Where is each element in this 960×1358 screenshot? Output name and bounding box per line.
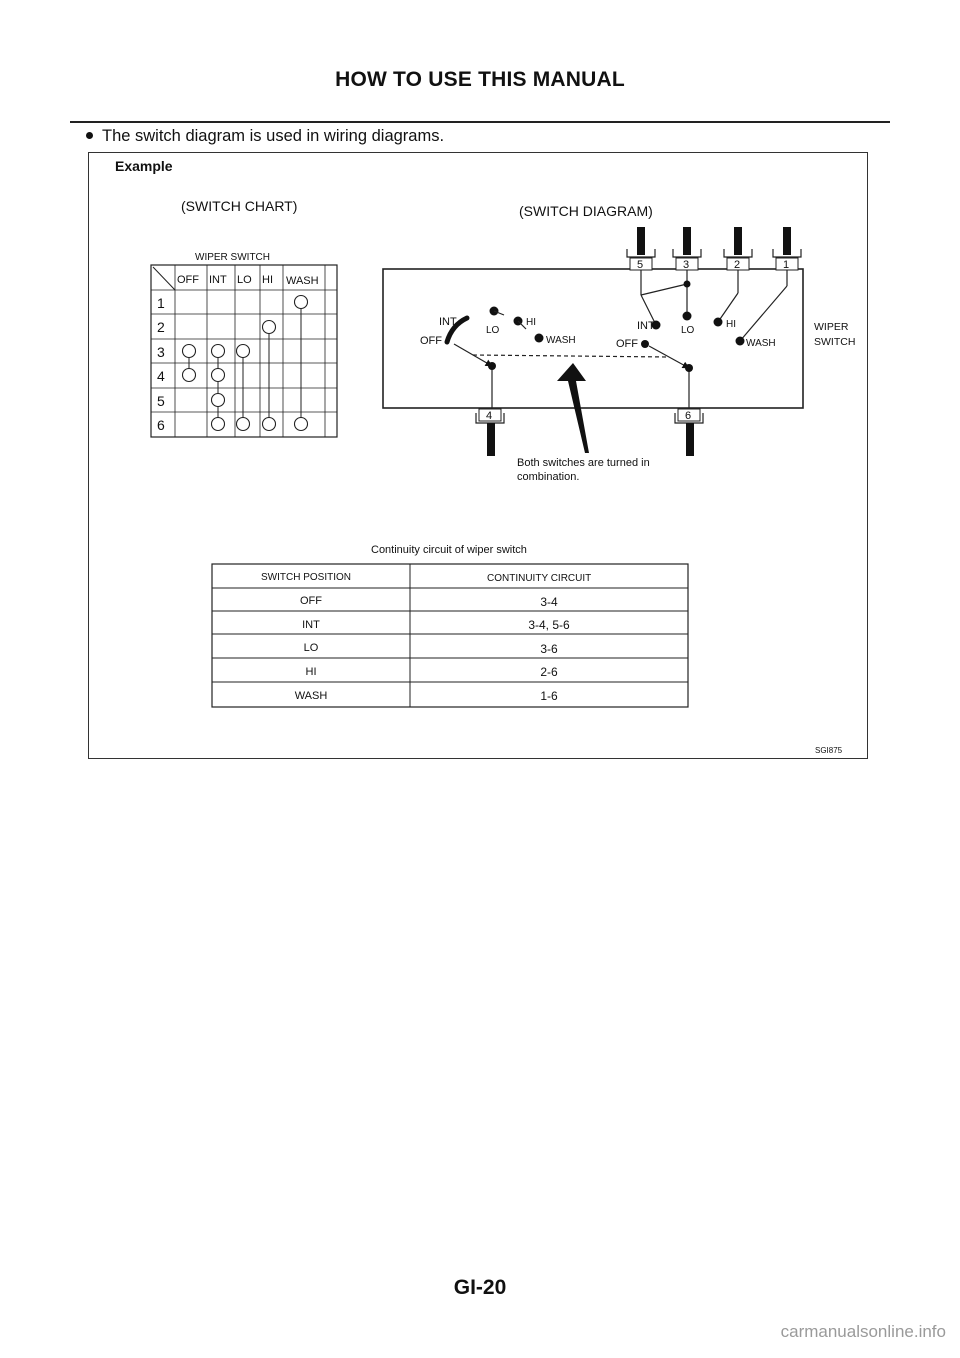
position-off: OFF — [300, 595, 322, 607]
circuit-wash: 1-6 — [540, 689, 558, 703]
connector-5 — [627, 227, 655, 271]
chart-row-1: 1 — [157, 295, 165, 311]
page-header: HOW TO USE THIS MANUAL — [335, 68, 625, 91]
position-hi: HI — [305, 666, 317, 678]
chart-col-wash: WASH — [286, 275, 319, 287]
chart-col-off: OFF — [177, 274, 199, 286]
circuit-off: 3-4 — [540, 595, 558, 609]
chart-row-4: 4 — [157, 368, 165, 384]
bottom-connectors — [476, 409, 703, 456]
switch-diagram — [383, 227, 855, 483]
right-wash-label: WASH — [746, 338, 776, 349]
right-switch — [616, 281, 776, 373]
chart-row-3: 3 — [157, 344, 165, 360]
continuity-title: Continuity circuit of wiper switch — [371, 544, 527, 556]
connector-3 — [673, 227, 701, 271]
watermark: carmanualsonline.info — [780, 1322, 946, 1341]
chart-row-2: 2 — [157, 319, 165, 335]
svg-text:1: 1 — [783, 259, 790, 271]
switch-diagram-title: (SWITCH DIAGRAM) — [519, 203, 653, 219]
bullet-label: The switch diagram is used in wiring diagrams. — [102, 127, 445, 145]
left-off-label: OFF — [420, 335, 442, 347]
right-off-label: OFF — [616, 338, 638, 350]
left-switch — [420, 307, 576, 371]
left-lo-label: LO — [486, 325, 500, 336]
svg-text:6: 6 — [685, 410, 692, 422]
switch-chart-title: (SWITCH CHART) — [181, 198, 298, 214]
combination-note-line2: combination. — [517, 471, 580, 483]
continuity-table — [212, 544, 688, 707]
chart-col-hi: HI — [262, 274, 273, 286]
svg-text:3: 3 — [683, 259, 690, 271]
page-number: GI-20 — [453, 1276, 507, 1299]
connector-1 — [773, 227, 801, 271]
circuit-hi: 2-6 — [540, 665, 558, 679]
connector-4 — [476, 409, 504, 456]
chart-row-5: 5 — [157, 393, 165, 409]
chart-row-6: 6 — [157, 417, 165, 433]
header-rule — [70, 121, 890, 123]
wiper-switch-label-line1: WIPER — [814, 321, 849, 333]
svg-text:2: 2 — [734, 259, 741, 271]
chart-corner-diagonal — [153, 267, 175, 290]
right-int-label: INT — [637, 320, 655, 332]
continuity-row-lines — [212, 588, 688, 682]
right-hi-label: HI — [726, 319, 736, 330]
svg-text:5: 5 — [637, 259, 644, 271]
left-wash-label: WASH — [546, 335, 576, 346]
figure-code: SGI875 — [815, 746, 843, 755]
chart-col-lo: LO — [237, 274, 252, 286]
switch-chart — [151, 252, 337, 437]
wiper-switch-label-line2: SWITCH — [814, 336, 856, 348]
top-connectors — [627, 227, 801, 271]
combination-note-line1: Both switches are turned in — [517, 457, 650, 469]
position-lo: LO — [303, 642, 319, 654]
position-wash: WASH — [294, 690, 328, 702]
connector-6 — [675, 409, 703, 456]
connector-2 — [724, 227, 752, 271]
circuit-int: 3-4, 5-6 — [528, 618, 570, 632]
continuity-header-position: SWITCH POSITION — [261, 572, 351, 583]
position-int: INT — [302, 619, 320, 631]
continuity-header-circuit: CONTINUITY CIRCUIT — [487, 573, 592, 584]
circuit-lo: 3-6 — [540, 642, 558, 656]
bullet-icon — [86, 132, 93, 139]
figure-canvas — [89, 153, 869, 760]
example-figure — [88, 152, 868, 759]
continuity-frame — [212, 564, 688, 707]
bullet-text — [86, 127, 444, 146]
example-label: Example — [115, 158, 173, 174]
right-lo-label: LO — [681, 325, 695, 336]
chart-col-int: INT — [209, 274, 227, 286]
svg-text:4: 4 — [486, 410, 493, 422]
left-hi-label: HI — [526, 317, 536, 328]
left-int-label: INT — [439, 316, 457, 328]
chart-caption: WIPER SWITCH — [195, 252, 270, 263]
